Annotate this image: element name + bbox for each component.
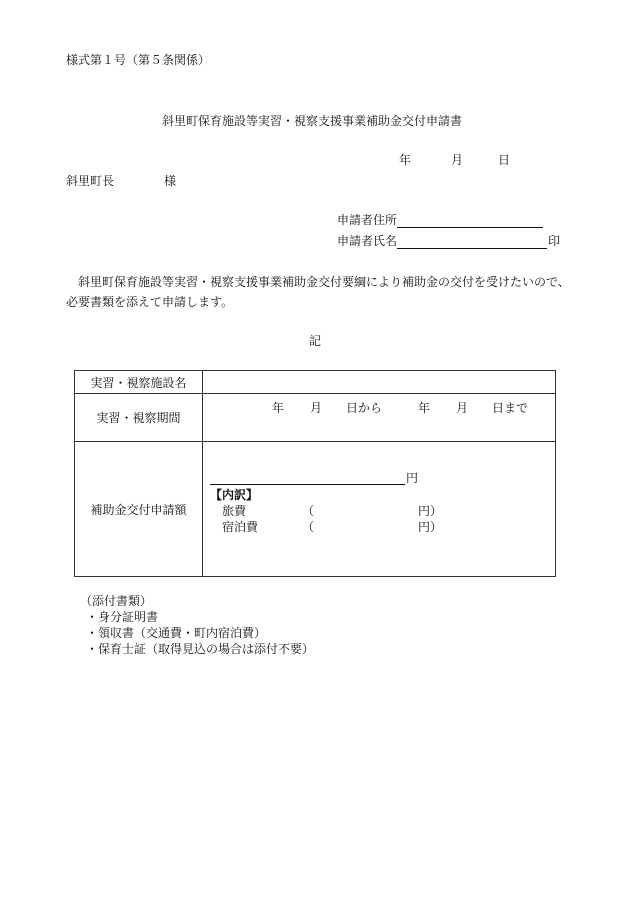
attachment-item: ・領収書（交通費・町内宿泊費） (86, 626, 267, 640)
applicant-address-label: 申請者住所 (337, 213, 398, 227)
addressee-name: 斜里町長 (66, 174, 115, 188)
lodging-label: 宿泊費 (222, 520, 259, 534)
attachments-heading: （添付書類） (80, 594, 153, 608)
application-table (74, 370, 556, 577)
date-year-label: 年 (399, 153, 412, 167)
applicant-name-label: 申請者氏名 (337, 234, 398, 248)
travel-close: 円） (418, 504, 443, 518)
applicant-name-line (397, 233, 547, 249)
form-number: 様式第１号（第５条関係） (66, 53, 211, 67)
period-value[interactable] (203, 394, 556, 442)
period-year-1: 年 (272, 401, 285, 415)
body-text-line-2: 必要書類を添えて申請します。 (66, 295, 234, 309)
table-row-period (75, 394, 556, 442)
document-title: 斜里町保育施設等実習・視察支援事業補助金交付申請書 (162, 114, 463, 128)
date-day-label: 日 (498, 153, 511, 167)
breakdown-label: 【内訳】 (210, 488, 259, 502)
lodging-open-paren: （ (302, 520, 315, 534)
amount-value[interactable] (203, 442, 556, 577)
attachment-item: ・保育士証（取得見込の場合は添付不要） (86, 642, 315, 656)
attachment-item: ・身分証明書 (86, 610, 159, 624)
addressee-honorific: 様 (164, 174, 177, 188)
amount-label: 補助金交付申請額 (75, 442, 203, 577)
amount-unit: 円 (406, 471, 419, 485)
period-day-from: 日から (346, 401, 383, 415)
period-day-to: 日まで (492, 401, 529, 415)
period-label: 実習・視察期間 (75, 394, 203, 442)
seal-mark: 印 (548, 234, 561, 248)
travel-label: 旅費 (222, 504, 247, 518)
ki-label: 記 (309, 334, 322, 348)
facility-value[interactable] (203, 371, 556, 394)
applicant-address-line (397, 212, 543, 228)
period-year-2: 年 (418, 401, 431, 415)
table-row-amount (75, 442, 556, 577)
period-month-2: 月 (456, 401, 469, 415)
date-month-label: 月 (451, 153, 464, 167)
amount-underline (210, 484, 405, 485)
facility-label: 実習・視察施設名 (75, 371, 203, 394)
table-row-facility (75, 371, 556, 394)
period-month-1: 月 (310, 401, 323, 415)
body-text-line-1: 斜里町保育施設等実習・視察支援事業補助金交付要綱により補助金の交付を受けたいので、 (78, 275, 570, 289)
travel-open-paren: （ (302, 504, 315, 518)
lodging-close: 円） (418, 520, 443, 534)
